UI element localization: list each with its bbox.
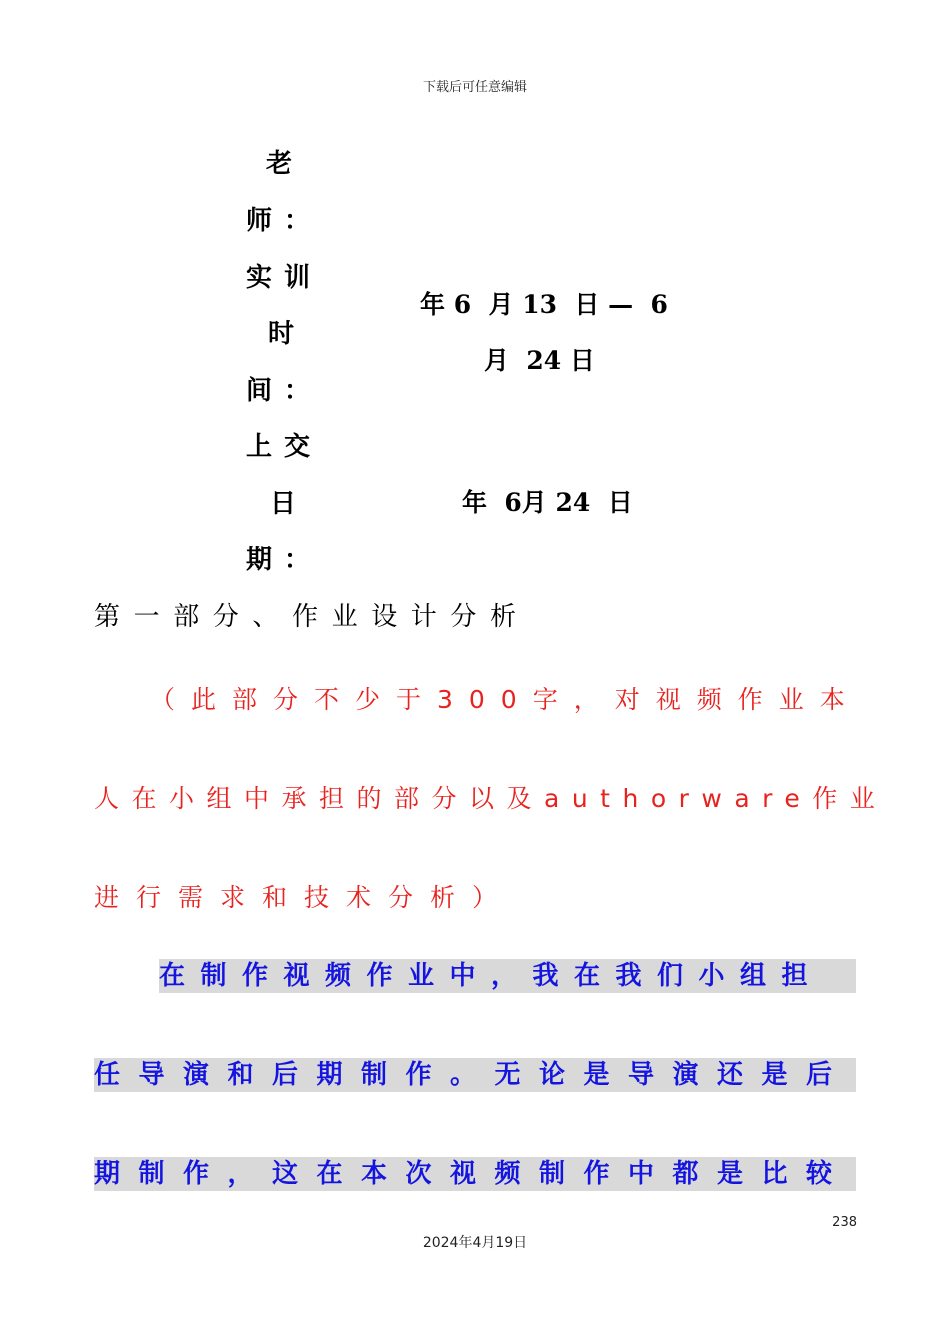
instruction-line-3: 进行需求和技术分析） — [94, 883, 515, 912]
submit-label-line-3: 期： — [246, 545, 323, 575]
period-label-line-2: 时 — [268, 319, 307, 349]
footer-date: 2024年4月19日 — [422, 1235, 528, 1251]
submit-label-line-2: 日 — [270, 489, 309, 519]
period-value-line-1: 年 6 月 13 日 — 6 — [420, 290, 668, 319]
instruction-line-1: （此部分不少于300字，对视频作业本 — [150, 685, 861, 714]
period-value-line-2: 月 24 日 — [484, 346, 595, 375]
body-line-3: 期制作，这在本次视频制作中都是比较 — [94, 1157, 856, 1191]
header-note: 下载后可任意编辑 — [422, 80, 527, 95]
page-number: 238 — [832, 1215, 857, 1230]
submit-date-value: 年 6月 24 日 — [462, 488, 633, 517]
teacher-label-line-1: 老 — [266, 149, 305, 179]
period-label-line-3: 间： — [246, 376, 323, 406]
body-line-2: 任导演和后期制作。无论是导演还是后 — [94, 1058, 856, 1092]
teacher-label-line-2: 师： — [246, 206, 323, 236]
submit-label-line-1: 上交 — [246, 432, 323, 462]
period-label-line-1: 实训 — [246, 263, 323, 293]
body-line-1: 在制作视频作业中，我在我们小组担 — [159, 959, 856, 993]
instruction-line-2: 人在小组中承担的部分以及authorware作业 — [94, 784, 888, 813]
section-title: 第一部分、作业设计分析 — [94, 602, 530, 632]
